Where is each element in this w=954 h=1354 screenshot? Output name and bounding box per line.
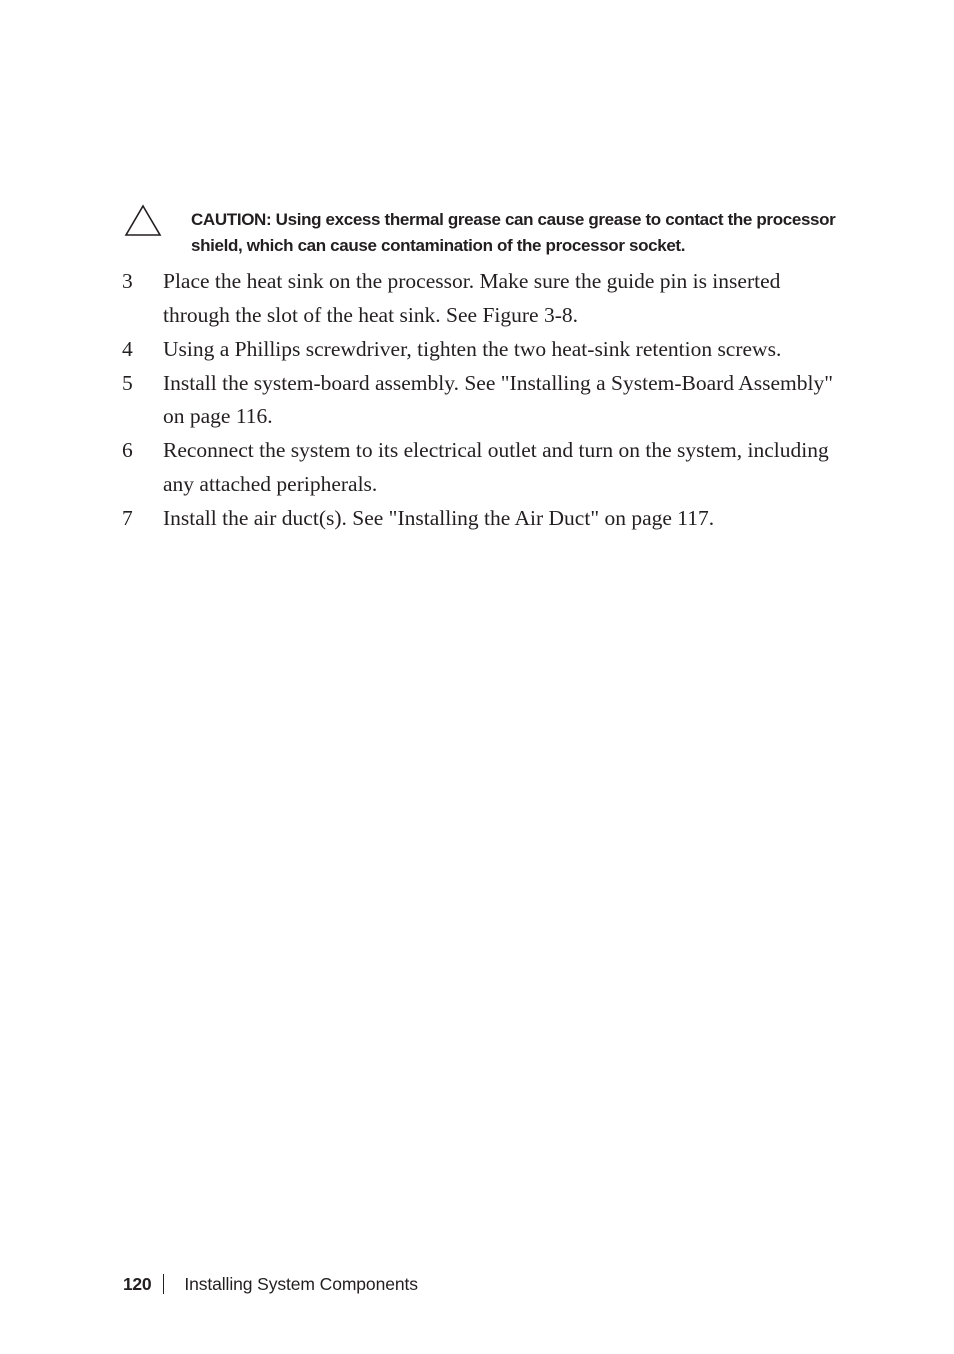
footer-divider <box>163 1274 164 1294</box>
step-text: Install the system-board assembly. See "Installing a System-Board Assembly" on page 116. <box>163 370 834 429</box>
step-text: Using a Phillips screwdriver, tighten the two heat-sink retention screws. <box>163 336 782 361</box>
step-number: 3 <box>122 269 133 293</box>
caution-text: CAUTION: Using excess thermal grease can cause grease to contact the processor shield, which can cause contamination of the processor socket. <box>191 210 836 255</box>
step-3 <box>122 265 852 332</box>
step-number: 4 <box>122 336 133 361</box>
step-number: 5 <box>122 370 133 395</box>
caution-triangle-icon <box>124 204 162 238</box>
step-4 <box>122 333 852 367</box>
page-number: 120 <box>123 1274 152 1294</box>
step-text: Reconnect the system to its electrical outlet and turn on the system, including any attached peripherals. <box>163 438 829 497</box>
step-6 <box>122 434 852 501</box>
footer-section-title: Installing System Components <box>184 1274 418 1294</box>
page-footer <box>123 1272 418 1296</box>
step-number: 7 <box>122 506 133 531</box>
step-text: Place the heat sink on the processor. Make sure the guide pin is inserted through the slot of the heat sink. See Figure 3-8. <box>163 269 781 327</box>
step-number: 6 <box>122 438 133 463</box>
instruction-steps <box>122 265 852 536</box>
step-7 <box>122 502 852 536</box>
step-5 <box>122 367 852 434</box>
step-text: Install the air duct(s). See "Installing the Air Duct" on page 117. <box>163 506 715 531</box>
